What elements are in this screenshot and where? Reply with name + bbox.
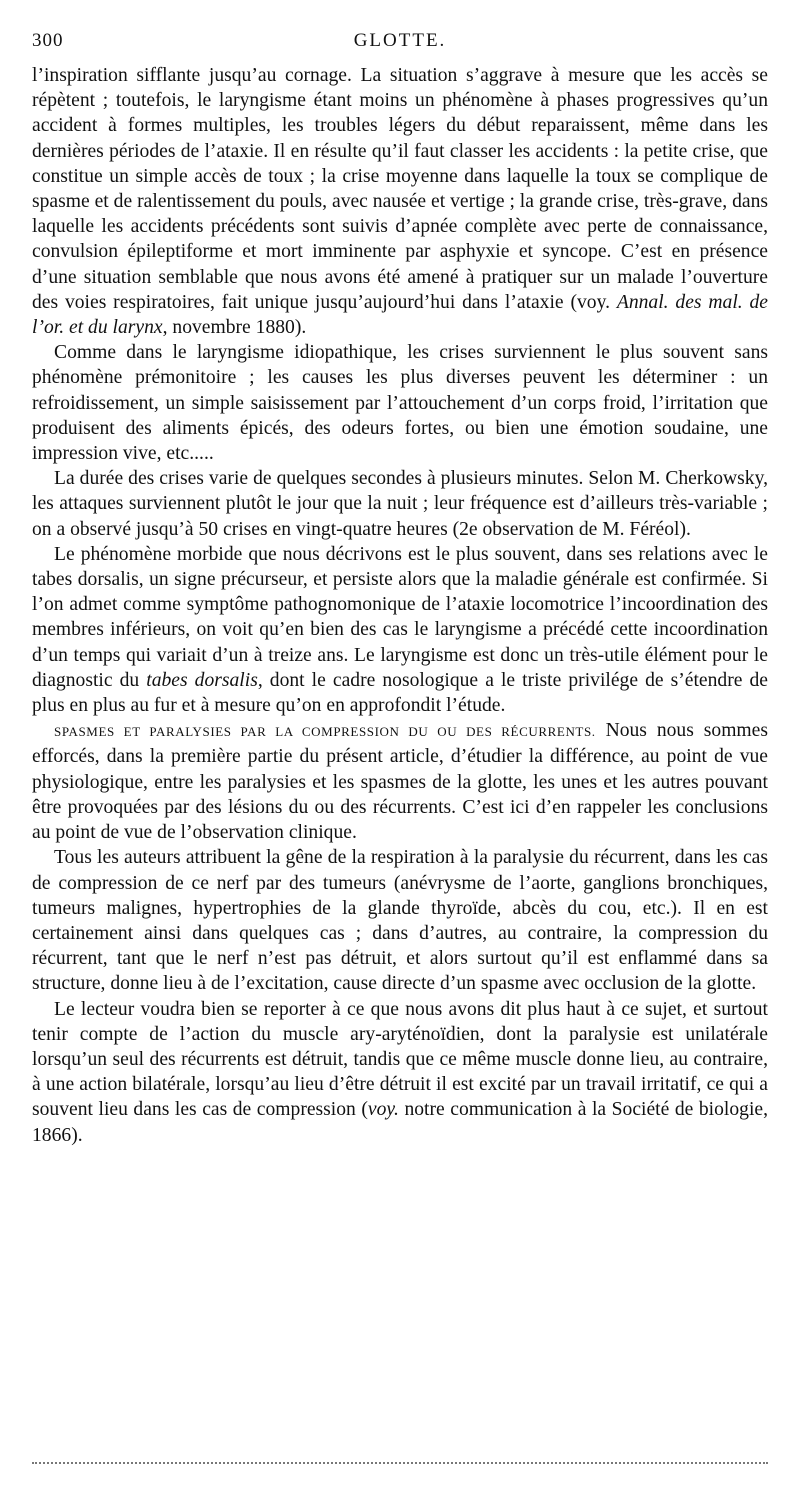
paragraph-7 <box>32 997 768 1148</box>
paragraph-6 <box>32 845 768 996</box>
text-run: l’inspiration sifflante jusqu’au cornage. La situation s’aggrave à mesure que les accès se répètent ; toutefois, le laryngisme étant moins un phénomène à phases progressives qu’un accident à formes multiples, les troubles légers du début reparaissent, même dans les dernières périodes de l’ataxie. Il en résulte qu’il faut classer les accidents : la petite crise, que constitue un simple accès de toux ; la crise moyenne dans laquelle la toux se complique de spasme et de ralentissement du pouls, avec nausée et vertige ; la grande crise, très-grave, dans laquelle les accidents précédents sont suivis d’apnée complète avec perte de connaissance, convulsion épileptiforme et mort imminente par asphyxie et syncope. C’est en présence d’une situation semblable que nous avons été amené à pratiquer sur un malade l’ouverture des voies respiratoires, fait unique jusqu’aujourd’hui dans l’ataxie (voy. <box>32 65 768 313</box>
text-run: Le lecteur voudra bien se reporter à ce que nous avons dit plus haut à ce sujet, et surtout tenir compte de l’action du muscle ary-aryténoïdien, dont la paralysie est unilatérale lorsqu’un seul des récurrents est détruit, tandis que ce même muscle donne lieu, au contraire, à une action bilatérale, lorsqu’au lieu d’être détruit il est excité par un travail irritatif, ce qui a souvent lieu dans les cas de compression ( <box>32 998 768 1121</box>
text-run: Tous les auteurs attribuent la gêne de la respiration à la paralysie du récurrent, dans les cas de compression de ce nerf par des tumeurs (anévrysme de l’aorte, ganglions bronchiques, tumeurs malignes, hypertrophies de la glande thyroïde, abcès du cou, etc.). Il en est certainement ainsi dans quelques cas ; dans d’autres, au contraire, la compression du récurrent, tant que le nerf n’est pas détruit, et alors surtout qu’il est enflammé dans sa structure, donne lieu à de l’excitation, cause directe d’un spasme avec occlusion de la glotte. <box>32 847 768 995</box>
paragraph-2 <box>32 340 768 466</box>
paragraph-3 <box>32 466 768 542</box>
footer-rule <box>32 1462 768 1464</box>
paragraph-5 <box>32 718 768 845</box>
body-text <box>32 63 768 1148</box>
running-title: GLOTTE. <box>353 30 447 51</box>
italic-citation: Annal. des mal. de l’or. et du larynx <box>32 291 768 339</box>
text-run: Nous nous sommes efforcés, dans la première partie du présent article, d’étudier la différence, au point de vue physiologique, entre les paralysies et les spasmes de la glotte, les unes et les autres pouvant être provoquées par des lésions du ou des récurrents. C’est ici d’en rappeler les conclusions au point de vue de l’observation clinique. <box>32 720 768 844</box>
text-run: Comme dans le laryngisme idiopathique, les crises surviennent le plus souvent sans phénomène prémonitoire ; les causes les plus diverses peuvent les déterminer : un refroidissement, un simple saisissement par l’attouchement d’un corps froid, l’irritation que produisent des aliments épicés, des odeurs fortes, ou bien une émotion soudaine, une impression vive, etc..... <box>32 342 768 465</box>
text-run: La durée des crises varie de quelques secondes à plusieurs minutes. Selon M. Cherkowsky, les attaques surviennent plutôt le jour que la nuit ; leur fréquence est d’ailleurs très-variable ; on a observé jusqu’à 50 crises en vingt-quatre heures (2e observation de M. Féréol). <box>32 468 768 540</box>
page-number: 300 <box>32 30 64 51</box>
page-header <box>32 30 768 58</box>
italic-abbrev: voy. <box>367 1099 399 1121</box>
text-run: , novembre 1880). <box>162 317 307 339</box>
text-run: notre communication à la Société de biologie, 1866). <box>32 1099 768 1146</box>
text-run: Le phénomène morbide que nous décrivons est le plus souvent, dans ses relations avec le tabes dorsalis, un signe précurseur, et persiste alors que la maladie générale est confirmée. Si l’on admet comme symptôme pathognomonique de l’ataxie locomotrice l’incoordination des membres inférieurs, on voit qu’en bien des cas le laryngisme a précédé cette incoordination d’un temps qui variait d’un à treize ans. Le laryngisme est donc un très-utile élément pour le diagnostic du <box>32 543 768 691</box>
italic-term: tabes dorsalis <box>146 669 258 691</box>
paragraph-1 <box>32 63 768 340</box>
paragraph-4 <box>32 542 768 718</box>
text-run: , dont le cadre nosologique a le triste privilége de s’étendre de plus en plus au fur et à mesure qu’on en approfondit l’étude. <box>32 669 768 717</box>
section-heading: SPASMES ET PARALYSIES PAR LA COMPRESSION DU OU DES RÉCURRENTS. <box>54 724 596 740</box>
